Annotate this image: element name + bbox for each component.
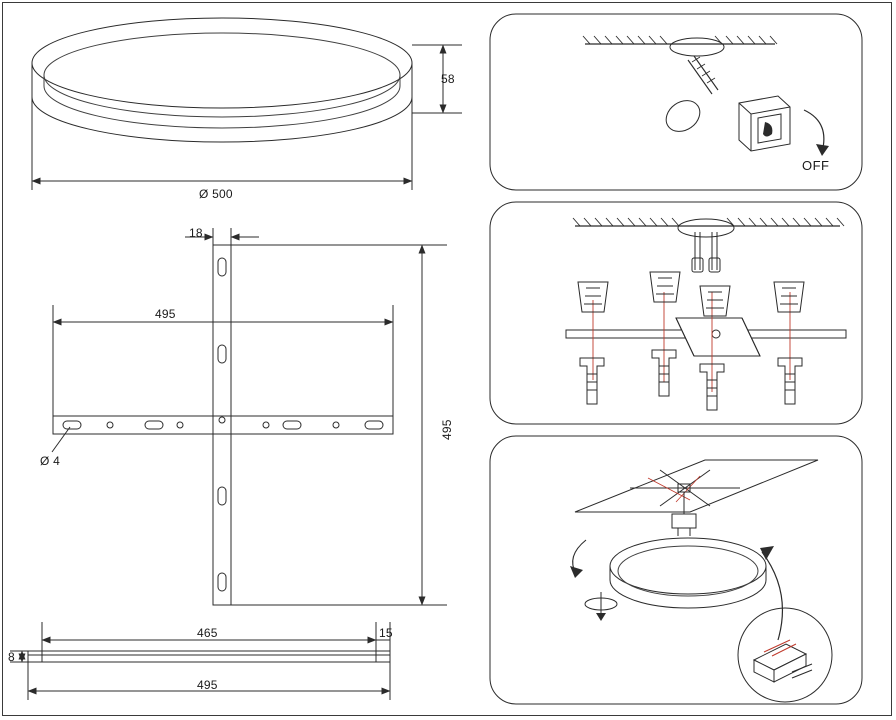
screw-group: [580, 350, 802, 410]
dimension-label-hole-diameter: Ø 4: [40, 454, 60, 468]
dimension-label-inner-length: 465: [197, 626, 218, 640]
step-2-panel: [490, 202, 862, 424]
step-2-graphic: [566, 218, 846, 410]
dimension-label-total-length: 495: [197, 678, 218, 692]
dimension-495-horizontal: [53, 305, 393, 416]
bracket-front-view-graphic: [53, 245, 393, 605]
step-1-graphic: [583, 36, 829, 156]
dimension-label-tab-length: 15: [379, 626, 393, 640]
dimension-label-height: 58: [441, 72, 455, 86]
step-3-graphic: [570, 460, 832, 702]
dimension-label-top-offset: 18: [189, 226, 203, 240]
power-off-label: OFF: [802, 158, 830, 173]
dimension-label-thickness: 8: [8, 650, 15, 664]
leader-hole-diameter: [52, 427, 70, 452]
dimension-label-horizontal-span: 495: [155, 307, 176, 321]
wall-plug-group: [578, 272, 804, 316]
dimension-diameter-500: [32, 97, 412, 190]
luminaire-side-view-graphic: [32, 18, 412, 142]
dimension-label-diameter: Ø 500: [199, 187, 233, 201]
dimension-label-vertical-span: 495: [440, 419, 454, 440]
bracket-edge-view-graphic: [28, 651, 390, 662]
